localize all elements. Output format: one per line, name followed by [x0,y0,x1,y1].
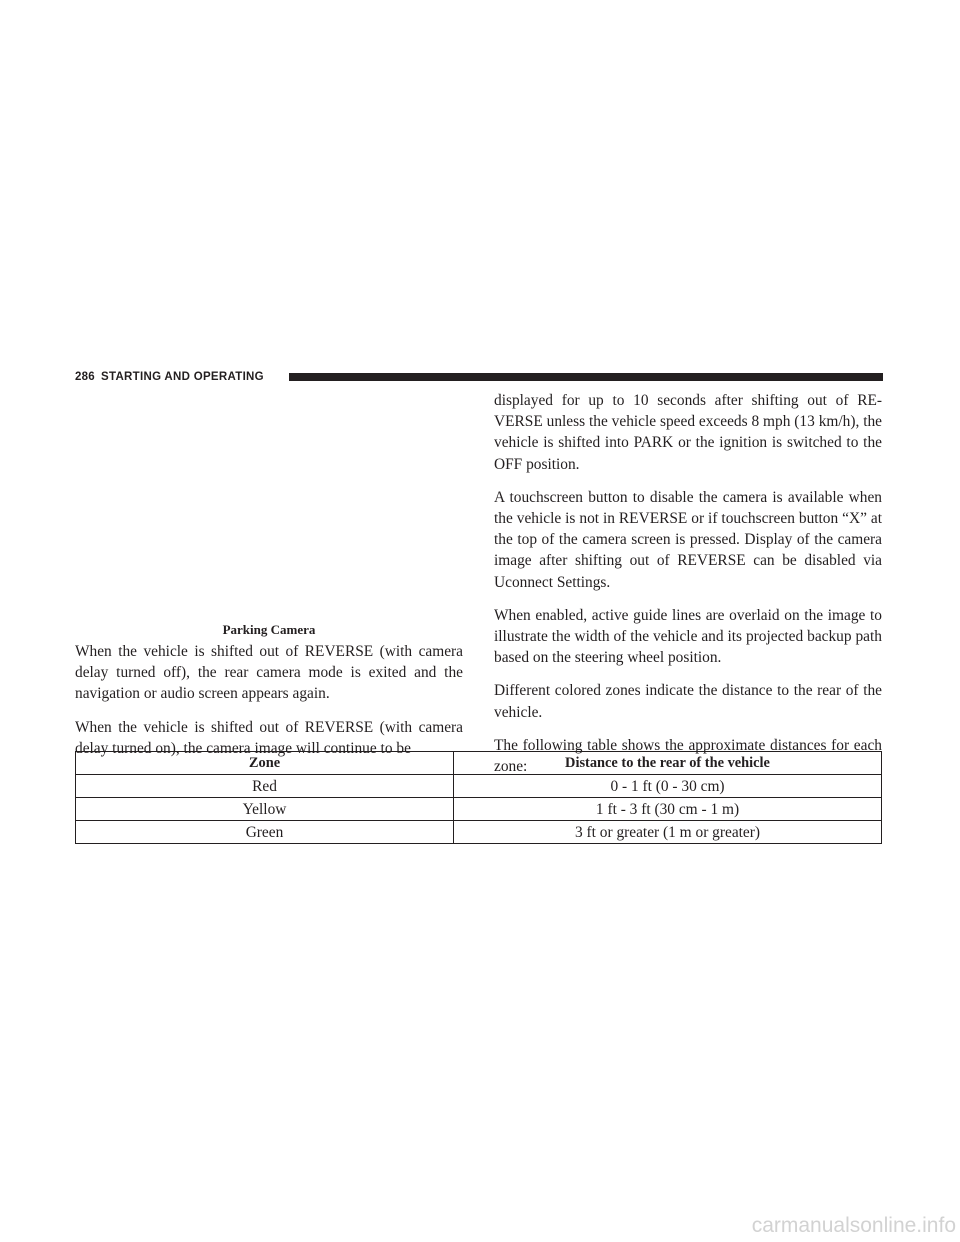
right-column [494,390,882,777]
paragraph: A touchscreen button to disable the camera is available when the vehicle is not in REVERSE or if touchscreen button “X” at the top of the camera screen is pressed. Display of the camera image after shifting out of REVERSE can be disabled via Uconnect Settings. [494,488,882,591]
zone-cell: Yellow [76,798,454,821]
section-title: STARTING AND OPERATING [101,371,264,383]
table-header-zone: Zone [76,752,454,775]
zone-cell: Red [76,775,454,798]
page-header [75,370,883,384]
paragraph: displayed for up to 10 seconds after shifting out of RE-VERSE unless the vehicle speed exceeds 8 mph (13 km/h), the vehicle is shifted into PARK or the ignition is switched to the OFF position. [494,392,882,473]
distance-cell: 1 ft - 3 ft (30 cm - 1 m) [454,798,882,821]
paragraph: The following table shows the approximate distances for each zone: [494,736,882,776]
header-rule [289,373,883,381]
parking-camera-figure [75,392,463,618]
table-header-distance: Distance to the rear of the vehicle [454,752,882,775]
zone-cell: Green [76,821,454,844]
paragraph: When the vehicle is shifted out of REVERSE (with camera delay turned off), the rear camera mode is exited and the navigation or audio screen appears again. [75,643,463,703]
left-column [75,641,463,759]
table-row [76,798,882,821]
table-row [76,821,882,844]
paragraph: When the vehicle is shifted out of REVERSE (with camera delay turned on), the camera image will continue to be [75,718,463,757]
paragraph: When enabled, active guide lines are overlaid on the image to illustrate the width of the vehicle and its projected backup path based on the steering wheel position. [494,606,882,667]
table-row [76,775,882,798]
distance-cell: 0 - 1 ft (0 - 30 cm) [454,775,882,798]
figure-caption: Parking Camera [222,622,316,637]
paragraph: Different colored zones indicate the distance to the rear of the vehicle. [494,682,882,721]
distance-cell: 3 ft or greater (1 m or greater) [454,821,882,844]
watermark: carmanualsonline.info [751,1214,956,1237]
page-number: 286 [75,371,95,383]
zone-distance-table [75,751,882,844]
table-header-row [76,752,882,775]
